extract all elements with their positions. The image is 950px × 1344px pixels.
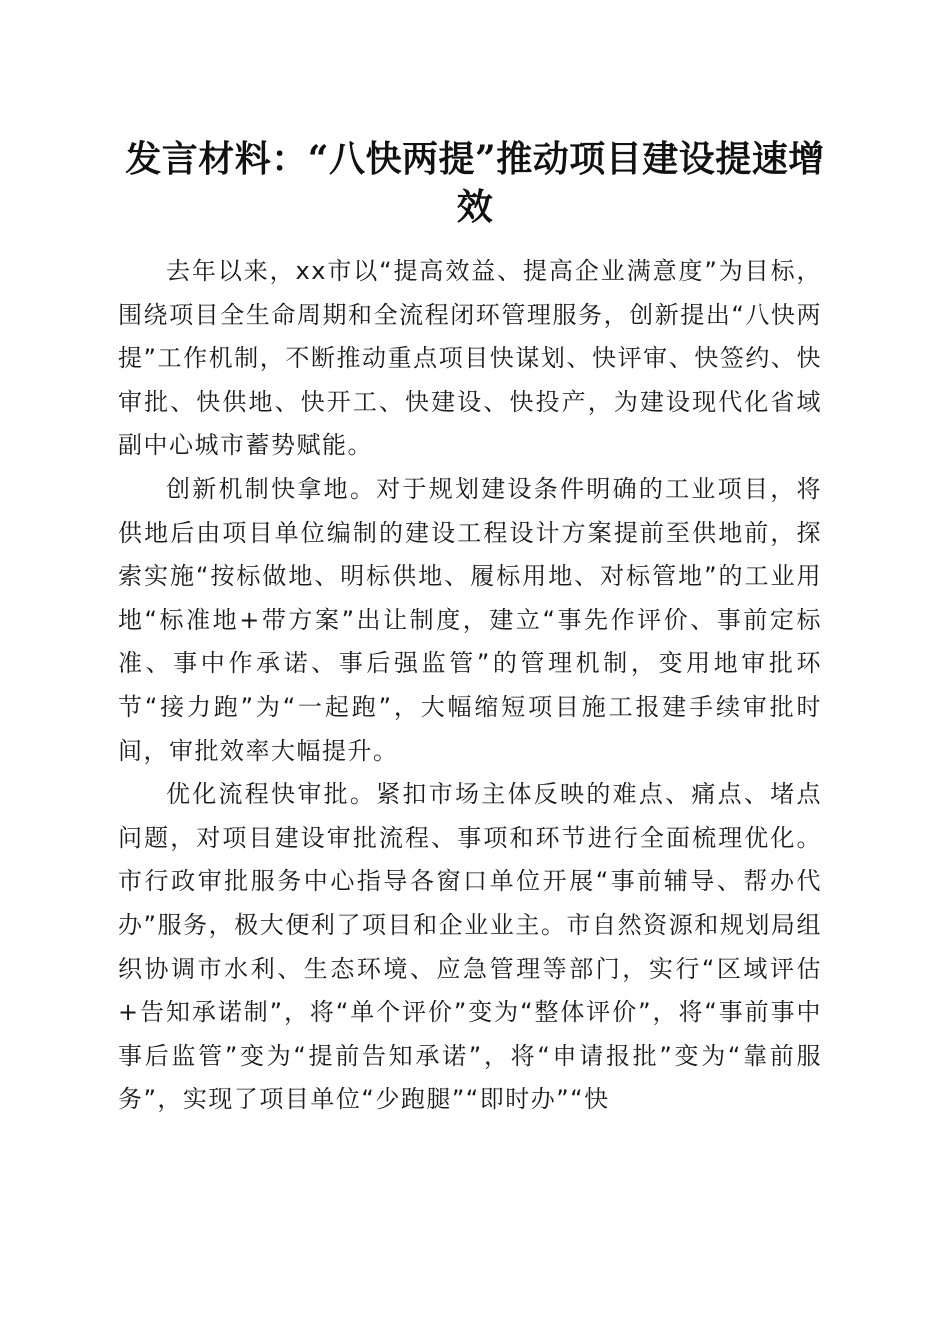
paragraph-land: 创新机制快拿地。对于规划建设条件明确的工业项目，将供地后由项目单位编制的建设工程设计方案提前至供地前，探索实施“按标做地、明标供地、履标用地、对标管地”的工业用地“标准地+带方案”出让制度，建立“事先作评价、事前定标准、事中作承诺、事后强监管”的管理机制，变用地审批环节“接力跑”为“一起跑”，大幅缩短项目施工报建手续审批时间，审批效率大幅提升。 <box>118 474 822 765</box>
paragraph-approval: 优化流程快审批。紧扣市场主体反映的难点、痛点、堵点问题，对项目建设审批流程、事项和环节进行全面梳理优化。市行政审批服务中心指导各窗口单位开展“事前辅导、帮办代办”服务，极大便利了项目和企业业主。市自然资源和规划局组织协调市水利、生态环境、应急管理等部门，实行“区域评估+告知承诺制”，将“单个评价”变为“整体评价”，将“事前事中事后监管”变为“提前告知承诺”，将“申请报批”变为“靠前服务”，实现了项目单位“少跑腿”“即时办”“快 <box>118 780 822 1114</box>
paragraph-intro: 去年以来，xx市以“提高效益、提高企业满意度”为目标，围绕项目全生命周期和全流程闭环管理服务，创新提出“八快两提”工作机制，不断推动重点项目快谋划、快评审、快签约、快审批、快供地、快开工、快建设、快投产，为建设现代化省域副中心城市蓄势赋能。 <box>118 257 822 460</box>
document-title: 发言材料：“八快两提”推动项目建设提速增效 <box>125 138 825 228</box>
document-body <box>118 250 822 1122</box>
